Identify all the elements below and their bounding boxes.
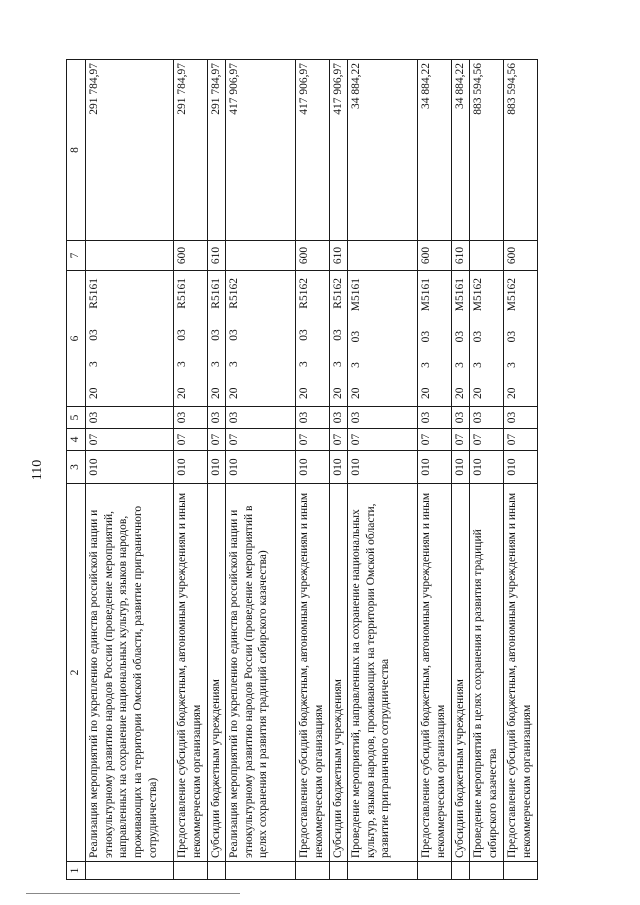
article-code-part: 3 — [420, 362, 432, 368]
row-name-cell: Проведение мероприятий в целях сохранения и развития традиций сибирского казачества — [470, 484, 504, 862]
row-index-cell — [470, 862, 504, 880]
code-article-cell — [470, 271, 504, 407]
code-admin-cell: 010 — [470, 451, 504, 484]
table-row — [330, 60, 348, 880]
code-admin-cell: 010 — [418, 451, 452, 484]
row-name-cell: Субсидии бюджетным учреждениям — [208, 484, 226, 862]
code-subsection-cell: 03 — [86, 407, 174, 429]
amount-cell: 34 884,22 — [348, 60, 418, 241]
code-subsection-cell: 03 — [296, 407, 330, 429]
code-section-cell: 07 — [330, 429, 348, 451]
code-expense-type-cell: 600 — [296, 241, 330, 271]
article-code-part: 20 — [420, 387, 432, 399]
article-code-part: 3 — [454, 362, 466, 368]
article-code-part: 3 — [332, 361, 344, 367]
code-article-cell — [330, 271, 348, 407]
rotated-page — [66, 60, 606, 880]
code-expense-type-cell: 610 — [208, 241, 226, 271]
code-article-cell — [418, 271, 452, 407]
row-index-cell — [174, 862, 208, 880]
code-expense-type-cell — [348, 241, 418, 271]
code-section-cell: 07 — [470, 429, 504, 451]
article-code-part: 20 — [298, 387, 310, 399]
code-section-cell: 07 — [452, 429, 470, 451]
row-index-cell — [330, 862, 348, 880]
amount-cell: 291 784,97 — [86, 60, 174, 241]
row-name-cell: Предоставление субсидий бюджетным, автономным учреждениям и иным некоммерческим организациям — [504, 484, 538, 862]
header-cell: 7 — [67, 241, 86, 271]
article-code-part: 20 — [228, 387, 240, 399]
code-section-cell: 07 — [348, 429, 418, 451]
table-row — [348, 60, 418, 880]
code-subsection-cell: 03 — [418, 407, 452, 429]
page-number: 110 — [30, 459, 45, 481]
article-code-part: 20 — [332, 387, 344, 399]
article-code-part: R5161 — [210, 278, 222, 309]
article-code-part: 03 — [88, 329, 100, 341]
row-name-cell: Предоставление субсидий бюджетным, автономным учреждениям и иным некоммерческим организациям — [296, 484, 330, 862]
row-index-cell — [452, 862, 470, 880]
code-admin-cell: 010 — [504, 451, 538, 484]
row-index-cell — [504, 862, 538, 880]
table-row — [296, 60, 330, 880]
amount-cell: 291 784,97 — [174, 60, 208, 241]
article-code-part: R5161 — [88, 278, 100, 309]
article-code-part: 03 — [228, 329, 240, 341]
code-expense-type-cell: 600 — [174, 241, 208, 271]
row-name-cell: Реализация мероприятий по укреплению единства российской нации и этнокультурному развитию народов России (проведение мероприятий в целях сохранения и развития традиций сибирского казачества) — [226, 484, 296, 862]
article-code-part: R5162 — [298, 278, 310, 309]
article-code-part: 03 — [298, 329, 310, 341]
table-row — [174, 60, 208, 880]
code-subsection-cell: 03 — [330, 407, 348, 429]
row-index-cell — [348, 862, 418, 880]
code-expense-type-cell — [470, 241, 504, 271]
code-admin-cell: 010 — [348, 451, 418, 484]
code-admin-cell: 010 — [226, 451, 296, 484]
scan-edge-line — [26, 893, 240, 894]
code-section-cell: 07 — [418, 429, 452, 451]
code-subsection-cell: 03 — [470, 407, 504, 429]
article-code-part: 20 — [210, 387, 222, 399]
amount-cell: 417 906,97 — [226, 60, 296, 241]
code-section-cell: 07 — [174, 429, 208, 451]
code-expense-type-cell: 610 — [452, 241, 470, 271]
article-code-part: 03 — [506, 330, 518, 343]
article-code-part: 03 — [420, 330, 432, 343]
article-code-part: 03 — [210, 329, 222, 341]
row-name-cell: Субсидии бюджетным учреждениям — [330, 484, 348, 862]
code-section-cell: 07 — [86, 429, 174, 451]
code-expense-type-cell — [86, 241, 174, 271]
article-code-part: 3 — [176, 361, 188, 367]
code-section-cell: 07 — [504, 429, 538, 451]
amount-cell: 883 594,56 — [470, 60, 504, 241]
row-index-cell — [418, 862, 452, 880]
row-name-cell: Предоставление субсидий бюджетным, автономным учреждениям и иным некоммерческим организациям — [174, 484, 208, 862]
article-code-part: M5162 — [472, 278, 484, 312]
code-article-cell — [174, 271, 208, 407]
article-code-part: 03 — [454, 330, 466, 343]
code-article-cell — [226, 271, 296, 407]
table-row — [208, 60, 226, 880]
article-code-part: 20 — [506, 387, 518, 399]
article-code-part: M5162 — [506, 278, 518, 312]
code-article-cell — [348, 271, 418, 407]
code-subsection-cell: 03 — [348, 407, 418, 429]
article-code-part: 3 — [298, 361, 310, 367]
header-cell: 5 — [67, 407, 86, 429]
article-code-part: 3 — [228, 361, 240, 367]
table-row — [470, 60, 504, 880]
amount-cell: 417 906,97 — [330, 60, 348, 241]
code-article-cell — [452, 271, 470, 407]
code-section-cell: 07 — [296, 429, 330, 451]
article-code-part: 20 — [176, 387, 188, 399]
article-code-part: M5161 — [454, 278, 466, 312]
amount-cell: 291 784,97 — [208, 60, 226, 241]
code-expense-type-cell: 610 — [330, 241, 348, 271]
header-cell: 8 — [67, 60, 86, 241]
article-code-part: 20 — [454, 387, 466, 399]
code-expense-type-cell — [226, 241, 296, 271]
code-admin-cell: 010 — [208, 451, 226, 484]
code-section-cell: 07 — [208, 429, 226, 451]
amount-cell: 883 594,56 — [504, 60, 538, 241]
article-code-part: 20 — [88, 387, 100, 399]
article-code-part: 03 — [176, 329, 188, 341]
row-name-cell: Проведение мероприятий, направленных на сохранение национальных культур, языков народов, проживающих на территории Омской области, развитие приграничного сотрудничества — [348, 484, 418, 862]
header-cell: 4 — [67, 429, 86, 451]
article-code-part: M5161 — [350, 278, 362, 312]
budget-table — [66, 59, 538, 880]
code-subsection-cell: 03 — [452, 407, 470, 429]
article-code-part: 03 — [350, 330, 362, 343]
header-cell: 3 — [67, 451, 86, 484]
amount-cell: 34 884,22 — [452, 60, 470, 241]
code-expense-type-cell: 600 — [418, 241, 452, 271]
article-code-part: 03 — [472, 330, 484, 343]
table-row — [418, 60, 452, 880]
article-code-part: 3 — [210, 361, 222, 367]
code-subsection-cell: 03 — [226, 407, 296, 429]
row-index-cell — [208, 862, 226, 880]
table-row — [226, 60, 296, 880]
amount-cell: 417 906,97 — [296, 60, 330, 241]
row-name-cell: Реализация мероприятий по укреплению единства российской нации и этнокультурному развитию народов России (проведение мероприятий, направленных на сохранение национальных культур, языков народов, проживающих на территории Омской области, развитие приграничного сотрудничества) — [86, 484, 174, 862]
row-name-cell: Субсидии бюджетным учреждениям — [452, 484, 470, 862]
code-article-cell — [296, 271, 330, 407]
row-index-cell — [86, 862, 174, 880]
header-cell: 6 — [67, 271, 86, 407]
code-article-cell — [504, 271, 538, 407]
table-row — [86, 60, 174, 880]
code-expense-type-cell: 600 — [504, 241, 538, 271]
article-code-part: 20 — [350, 387, 362, 399]
article-code-part: 3 — [88, 361, 100, 367]
row-index-cell — [296, 862, 330, 880]
code-admin-cell: 010 — [86, 451, 174, 484]
row-index-cell — [226, 862, 296, 880]
code-subsection-cell: 03 — [208, 407, 226, 429]
article-code-part: 20 — [472, 387, 484, 399]
article-code-part: M5161 — [420, 278, 432, 312]
code-subsection-cell: 03 — [504, 407, 538, 429]
header-row — [67, 60, 86, 880]
article-code-part: 3 — [350, 362, 362, 368]
header-cell: 1 — [67, 862, 86, 880]
code-admin-cell: 010 — [174, 451, 208, 484]
article-code-part: 3 — [506, 362, 518, 368]
row-name-cell: Предоставление субсидий бюджетным, автономным учреждениям и иным некоммерческим организациям — [418, 484, 452, 862]
code-admin-cell: 010 — [330, 451, 348, 484]
code-admin-cell: 010 — [296, 451, 330, 484]
article-code-part: 3 — [472, 362, 484, 368]
article-code-part: R5162 — [228, 278, 240, 309]
code-subsection-cell: 03 — [174, 407, 208, 429]
article-code-part: 03 — [332, 329, 344, 341]
header-cell: 2 — [67, 484, 86, 862]
table-row — [504, 60, 538, 880]
table-row — [452, 60, 470, 880]
code-section-cell: 07 — [226, 429, 296, 451]
code-admin-cell: 010 — [452, 451, 470, 484]
amount-cell: 34 884,22 — [418, 60, 452, 241]
code-article-cell — [208, 271, 226, 407]
article-code-part: R5162 — [332, 278, 344, 309]
code-article-cell — [86, 271, 174, 407]
article-code-part: R5161 — [176, 278, 188, 309]
